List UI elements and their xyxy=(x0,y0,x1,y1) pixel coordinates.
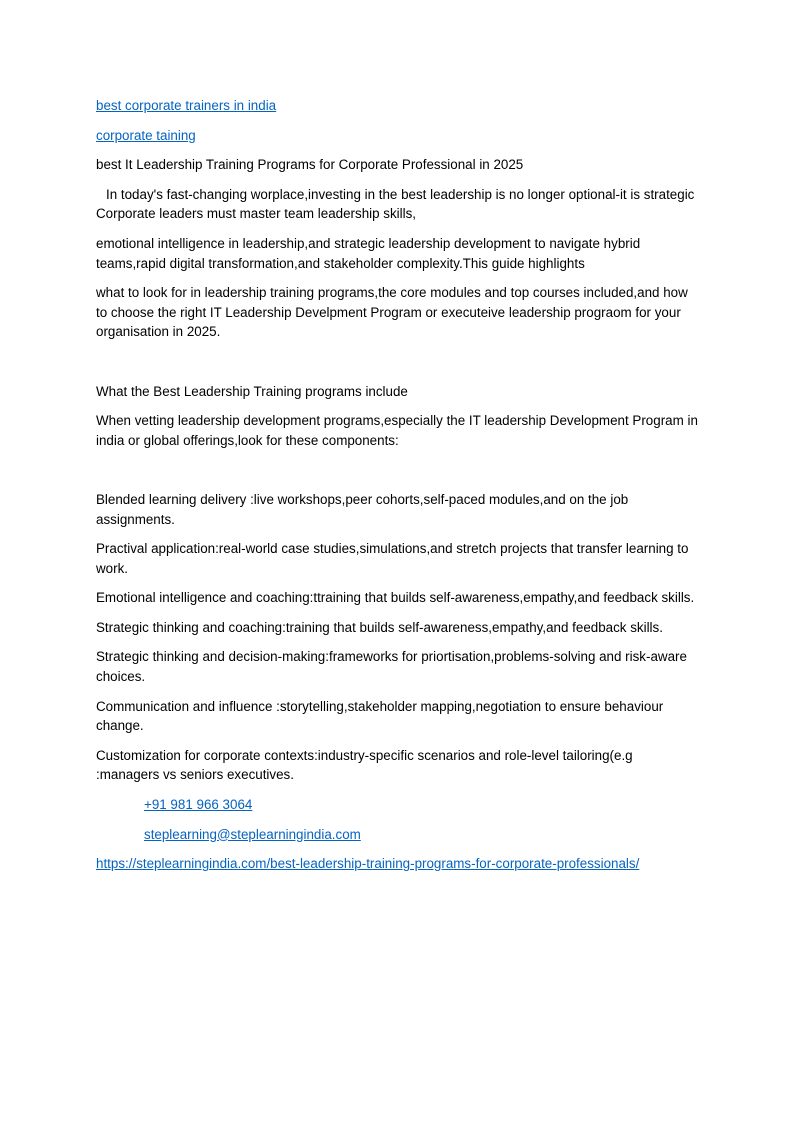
component-item: Communication and influence :storytelling,stakeholder mapping,negotiation to ensure behaviour change. xyxy=(96,698,664,734)
document-title: best It Leadership Training Programs for Corporate Professional in 2025 xyxy=(96,157,524,173)
component-item: Strategic thinking and decision-making:frameworks for priortisation,problems-solving and risk-aware choices. xyxy=(96,649,687,685)
phone-paragraph xyxy=(96,795,698,815)
trainers-link[interactable]: best corporate trainers in india xyxy=(96,98,277,113)
email-link[interactable]: steplearning@steplearningindia.com xyxy=(144,826,361,842)
website-link[interactable]: https://steplearningindia.com/best-leadership-training-programs-for-corporate-professionals/ xyxy=(96,856,640,872)
training-link[interactable]: corporate taining xyxy=(96,127,196,143)
intro-paragraph-3: what to look for in leadership training programs,the core modules and top courses included,and how to choose the right IT Leadership Develpment Program or executeive leadership prograom for your organisation in 2025. xyxy=(96,285,688,340)
intro-paragraph-1: In today's fast-changing worplace,investing in the best leadership is no longer optional-it is strategic Corporate leaders must master team leadership skills, xyxy=(96,186,695,222)
component-item: Emotional intelligence and coaching:ttraining that builds self-awareness,empathy,and feedback skills. xyxy=(96,590,695,606)
training-link-paragraph xyxy=(96,126,698,146)
trainers-link-paragraph xyxy=(96,96,698,116)
email-paragraph xyxy=(96,825,698,845)
component-item: Practival application:real-world case studies,simulations,and stretch projects that transfer learning to work. xyxy=(96,541,689,576)
document-page xyxy=(96,96,698,884)
section-heading: What the Best Leadership Training programs include xyxy=(96,383,408,399)
intro-paragraph-2: emotional intelligence in leadership,and strategic leadership development to navigate hybrid teams,rapid digital transformation,and stakeholder complexity.This guide highlights xyxy=(96,235,641,271)
component-item: Blended learning delivery :live workshops,peer cohorts,self-paced modules,and on the job assignments. xyxy=(96,491,629,527)
section-intro: When vetting leadership development programs,especially the IT leadership Development Program in india or global offerings,look for these components: xyxy=(96,413,698,448)
url-paragraph xyxy=(96,854,698,874)
component-item: Customization for corporate contexts:industry-specific scenarios and role-level tailoring(e.g :managers vs seniors executives. xyxy=(96,747,633,783)
component-item: Strategic thinking and coaching:training that builds self-awareness,empathy,and feedback skills. xyxy=(96,619,663,635)
phone-link[interactable]: +91 981 966 3064 xyxy=(144,797,253,813)
blank-line xyxy=(96,352,698,372)
blank-line xyxy=(96,460,698,480)
